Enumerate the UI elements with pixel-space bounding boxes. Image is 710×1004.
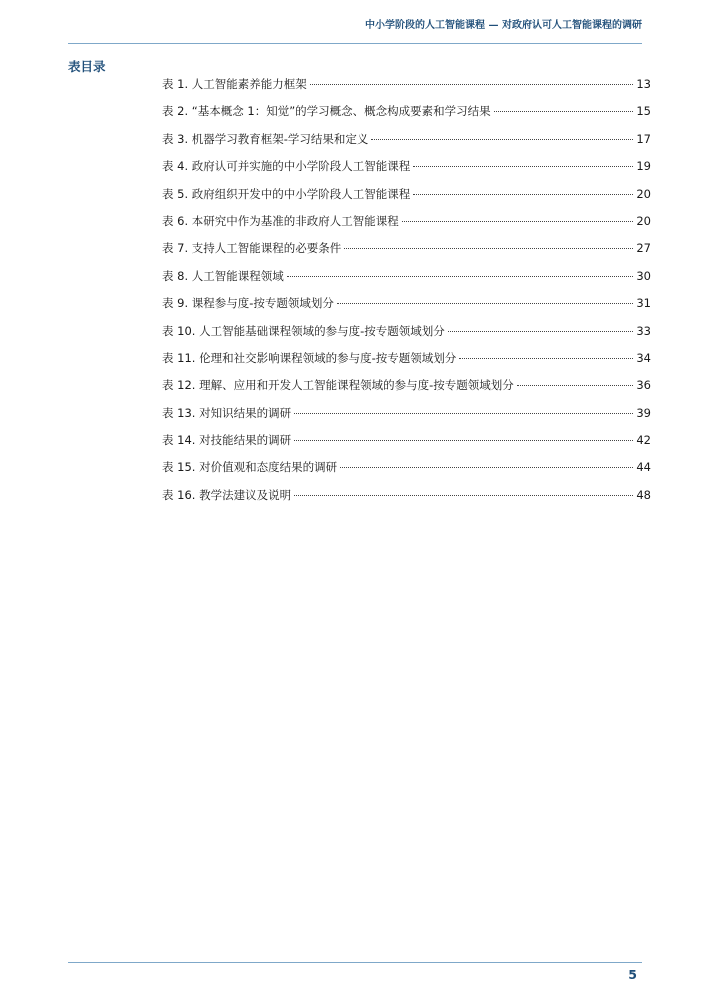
toc-entry-label: 表 9. 课程参与度-按专题领域划分 [162,296,334,311]
dot-leader [344,248,633,249]
toc-entry-label: 表 8. 人工智能课程领域 [162,268,284,283]
toc-entry[interactable] [162,487,651,514]
dot-leader [517,385,634,386]
toc-entry[interactable] [162,268,651,295]
toc-entry-label: 表 1. 人工智能素养能力框架 [162,77,307,91]
dot-leader [310,84,634,85]
toc-entry-page: 30 [636,268,651,283]
toc-entry-label: 表 16. 教学法建议及说明 [162,487,292,502]
toc-entry-page: 15 [636,104,651,119]
toc-entry[interactable] [162,405,651,432]
toc-entry[interactable] [162,350,651,377]
dot-leader [287,276,634,277]
toc-entry-page: 44 [636,460,651,475]
toc-entry[interactable] [162,377,651,404]
toc-entry[interactable] [162,432,651,459]
toc-entry-page: 20 [636,186,651,201]
toc-entry[interactable] [162,459,651,486]
toc-entry-page: 31 [636,296,651,311]
toc-entry-page: 33 [636,323,651,338]
toc-entry[interactable] [162,131,651,158]
toc-entry-page: 20 [636,213,651,228]
footer-divider [68,962,642,963]
toc-entry-page: 48 [636,487,651,502]
header-divider [68,43,642,44]
toc-entry-label: 表 12. 理解、应用和开发人工智能课程领域的参与度-按专题领域划分 [162,378,514,393]
toc-entry-page: 42 [636,433,651,448]
toc-entry[interactable] [162,76,651,103]
toc-entry[interactable] [162,323,651,350]
dot-leader [413,194,633,195]
dot-leader [337,303,633,304]
toc-entry-label: 表 6. 本研究中作为基准的非政府人工智能课程 [162,213,399,228]
toc-entry-page: 27 [636,241,651,256]
toc-entry[interactable] [162,158,651,185]
dot-leader [371,139,633,140]
toc-entry-page: 19 [636,159,651,174]
dot-leader [413,166,633,167]
dot-leader [459,358,633,359]
dot-leader [294,495,633,496]
toc-entry-page: 13 [636,77,651,91]
toc-entry-page: 34 [636,350,651,365]
toc-entry[interactable] [162,295,651,322]
toc-entry-label: 表 15. 对价值观和态度结果的调研 [162,460,338,475]
running-header-title: 中小学阶段的人工智能课程 — 对政府认可人工智能课程的调研 [365,20,642,31]
table-of-tables [162,76,651,514]
dot-leader [294,440,633,441]
dot-leader [294,413,633,414]
toc-entry-label: 表 10. 人工智能基础课程领域的参与度-按专题领域划分 [162,323,445,338]
toc-entry-page: 17 [636,131,651,146]
toc-entry-page: 39 [636,405,651,420]
toc-entry-label: 表 3. 机器学习教育框架-学习结果和定义 [162,131,369,146]
dot-leader [402,221,634,222]
toc-entry-label: 表 11. 伦理和社交影响课程领域的参与度-按专题领域划分 [162,350,457,365]
toc-entry[interactable] [162,213,651,240]
toc-entry[interactable] [162,240,651,267]
toc-entry-label: 表 14. 对技能结果的调研 [162,433,292,448]
dot-leader [340,467,633,468]
toc-entry[interactable] [162,103,651,130]
dot-leader [448,331,634,332]
toc-title: 表目录 [68,59,106,74]
dot-leader [494,111,634,112]
toc-entry-label: 表 4. 政府认可并实施的中小学阶段人工智能课程 [162,159,411,174]
toc-entry-page: 36 [636,378,651,393]
toc-entry-label: 表 5. 政府组织开发中的中小学阶段人工智能课程 [162,186,411,201]
toc-entry-label: 表 7. 支持人工智能课程的必要条件 [162,241,342,256]
toc-entry-label: 表 2. “基本概念 1：知觉”的学习概念、概念构成要素和学习结果 [162,104,491,119]
toc-entry[interactable] [162,186,651,213]
toc-entry-label: 表 13. 对知识结果的调研 [162,405,292,420]
page-number: 5 [628,967,637,982]
